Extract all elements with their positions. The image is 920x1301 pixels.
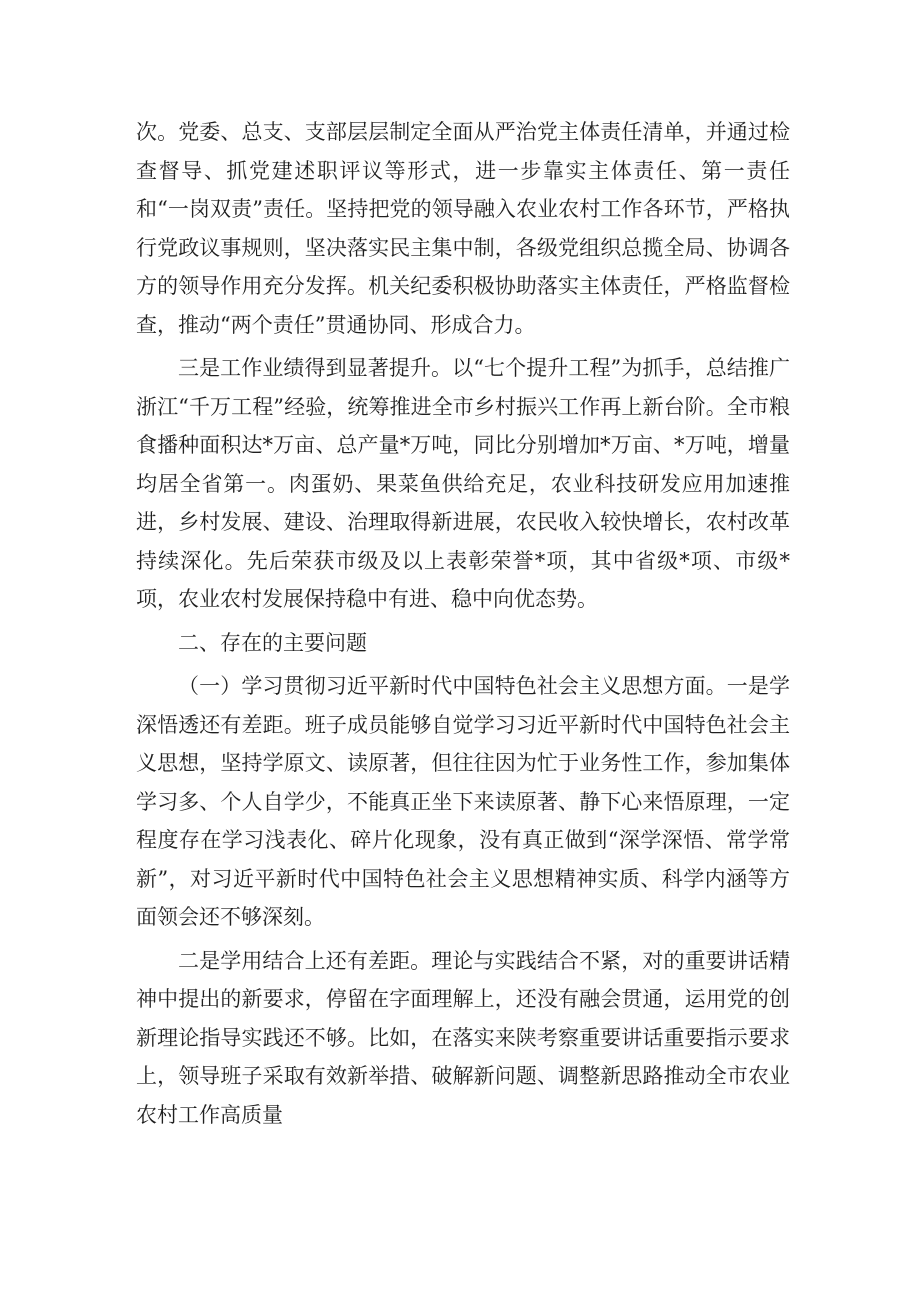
paragraph-continuation: 次。党委、总支、支部层层制定全面从严治党主体责任清单，并通过检查督导、抓党建述职评议等形式，进一步靠实主体责任、第一责任和“一岗双责”责任。坚持把党的领导融入农业农村工作各环节，严格执行党政议事规则，坚决落实民主集中制，各级党组织总揽全局、协调各方的领导作用充分发挥。机关纪委积极协助落实主体责任，严格监督检查，推动“两个责任”贯通协同、形成合力。 xyxy=(136,120,790,337)
paragraph-application-issue: 二是学用结合上还有差距。理论与实践结合不紧，对的重要讲话精神中提出的新要求，停留在字面理解上，还没有融会贯通，运用党的创新理论指导实践还不够。比如，在落实来陕考察重要讲话重要指示要求上，领导班子采取有效新举措、破解新问题、调整新思路推动全市农业农村工作高质量 xyxy=(136,948,790,1127)
section-heading: 二、存在的主要问题 xyxy=(178,630,367,655)
paragraph-achievements: 三是工作业绩得到显著提升。以“七个提升工程”为抓手，总结推广浙江“千万工程”经验，统筹推进全市乡村振兴工作再上新台阶。全市粮食播种面积达*万亩、总产量*万吨，同比分别增加*万亩、*万吨，增量均居全省第一。肉蛋奶、果菜鱼供给充足，农业科技研发应用加速推进，乡村发展、建设、治理取得新进展，农民收入较快增长，农村改革持续深化。先后荣获市级及以上表彰荣誉*项，其中省级*项、市级*项，农业农村发展保持稳中有进、稳中向优态势。 xyxy=(136,356,790,611)
document-body xyxy=(136,113,790,1134)
paragraph-study-issue: （一）学习贯彻习近平新时代中国特色社会主义思想方面。一是学深悟透还有差距。班子成员能够自觉学习习近平新时代中国特色社会主义思想，坚持学原文、读原著，但往往因为忙于业务性工作，参加集体学习多、个人自学少，不能真正坐下来读原著、静下心来悟原理，一定程度存在学习浅表化、碎片化现象，没有真正做到“深学深悟、常学常新”，对习近平新时代中国特色社会主义思想精神实质、科学内涵等方面领会还不够深刻。 xyxy=(136,674,790,929)
